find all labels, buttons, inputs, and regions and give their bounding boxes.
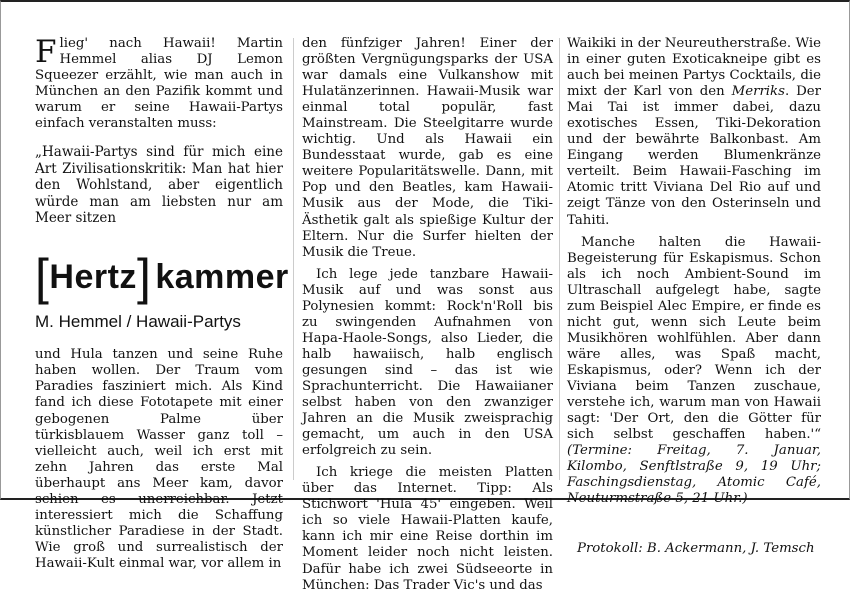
author-line: M. Hemmel / Hawaii-Partys [35,312,241,332]
column-1 [35,34,289,571]
logo-word-bracketed: Hertz [49,258,137,297]
drop-cap: F [35,34,57,70]
logo-bracket-left: [ [35,249,50,306]
quote-start: „Hawaii-Partys sind für mich eine Art Zivilisationskritik: Man hat hier den Wohlstand, aber eigentlich würde man am liebsten nur am Meer sitzen [35,144,283,226]
intro-text: lieg' nach Hawaii! Martin Hemmel alias DJ Lemon Squeezer erzählt, wie man auch in München an den Pazifik kommt und warum er seine Hawaii-Partys einfach veranstalten muss: [35,36,283,132]
logo-word-rest: kammer [155,258,289,297]
intro-paragraph [35,36,283,132]
column-divider [559,38,560,480]
column-3 [567,36,821,557]
column-divider [293,38,294,480]
protocol-credit: Protokoll: B. Ackermann, J. Temsch [577,541,815,557]
paragraph: Ich kriege die meisten Platten über das Internet. Tipp: Als Stichwort 'Hula 45' eingeben. Weil ich so viele Hawaii-Platten kaufe, kann ich mir eine Reise dorthin im Moment leider noch nicht leisten. Dafür habe ich zwei Südseeorte in München: Das Trader Vic's und das [302,465,553,593]
column-logo [35,249,289,306]
paragraph [567,36,821,229]
paragraph: den fünfziger Jahren! Einer der größten Vergnügungsparks der USA war damals eine Vulkanshow mit Hulatänzerinnen. Hawaii-Musik war einmal total populär, fast Mainstream. Die Steelgitarre wurde wichtig. Und als Hawaii ein Bundesstaat wurde, gab es eine weitere Popularitätswelle. Dann, mit Pop und den Beatles, kam Hawaii-Musik aus der Mode, die Tiki-Ästhetik galt als spießige Kultur der Eltern. Nur die Surfer hielten der Musik die Treue. [302,36,553,260]
event-dates: (Termine: Freitag, 7. Januar, Kilombo, Senftlstraße 9, 19 Uhr; Faschingsdienstag, Atomic Café, Neuturmstraße 5, 21 Uhr.) [567,443,821,507]
text-run: . Der Mai Tai ist immer dabei, dazu exotisches Essen, Tiki-Dekoration und der bewährte Balkonbast. Am Eingang werden Blumenkränze verteilt. Beim Hawaii-Fasching im Atomic tritt Viviana Del Rio auf und zeigt Tänze von den Osterinseln und Tahiti. [567,84,821,228]
text-run: Waikiki in der Neureutherstraße. Wie in einer guten Exoticakneipe gibt es auch bei meinen Partys Cocktails, die mixt der Karl von den [567,36,821,100]
column-2 [302,36,553,593]
text-run: Manche halten die Hawaii-Begeisterung für Eskapismus. Schon als ich noch Ambient-Sound im Ultraschall aufgelegt habe, sagte zum Beispiel Alec Empire, er finde es nicht gut, wenn sich Leute beim Musikhören wohlfühlen. Aber dann wäre alles, was Spaß macht, Eskapismus, oder? Wenn ich der Viviana beim Tanzen zuschaue, verstehe ich, warum man von Hawaii sagt: 'Der Ort, den die Götter für sich selbst geschaffen haben.'“ [567,234,821,443]
column-1-continued: und Hula tanzen und seine Ruhe haben wollen. Der Traum vom Paradies fasziniert mich. Als Kind fand ich diese Fototapete mit einer gebogenen Palme über türkisblauem Wasser ganz toll – vielleicht auch, weil ich erst mit zehn Jahren das erste Mal überhaupt ans Meer kam, davor schien es unerreichbar. Jetzt interessiert mich die Schaffung künstlicher Paradiese in der Stadt. Wie groß und surrealistisch der Hawaii-Kult einmal war, vor allem in [35,347,283,571]
logo-bracket-right: ] [136,249,152,306]
paragraph: Ich lege jede tanzbare Hawaii-Musik auf und was sonst aus Polynesien kommt: Rock'n'Roll bis zu swingenden Aufnahmen von Hapa-Haole-Songs, also Lieder, die halb hawaiisch, halb englisch gesungen sind – das ist wie Sprachunterricht. Die Hawaiianer selbst haben von den zwanziger Jahren an die Musik zweisprachig gemacht, um auch in den USA erfolgreich zu sein. [302,266,553,459]
paragraph [567,235,821,508]
italic-name: Merriks [731,84,785,100]
